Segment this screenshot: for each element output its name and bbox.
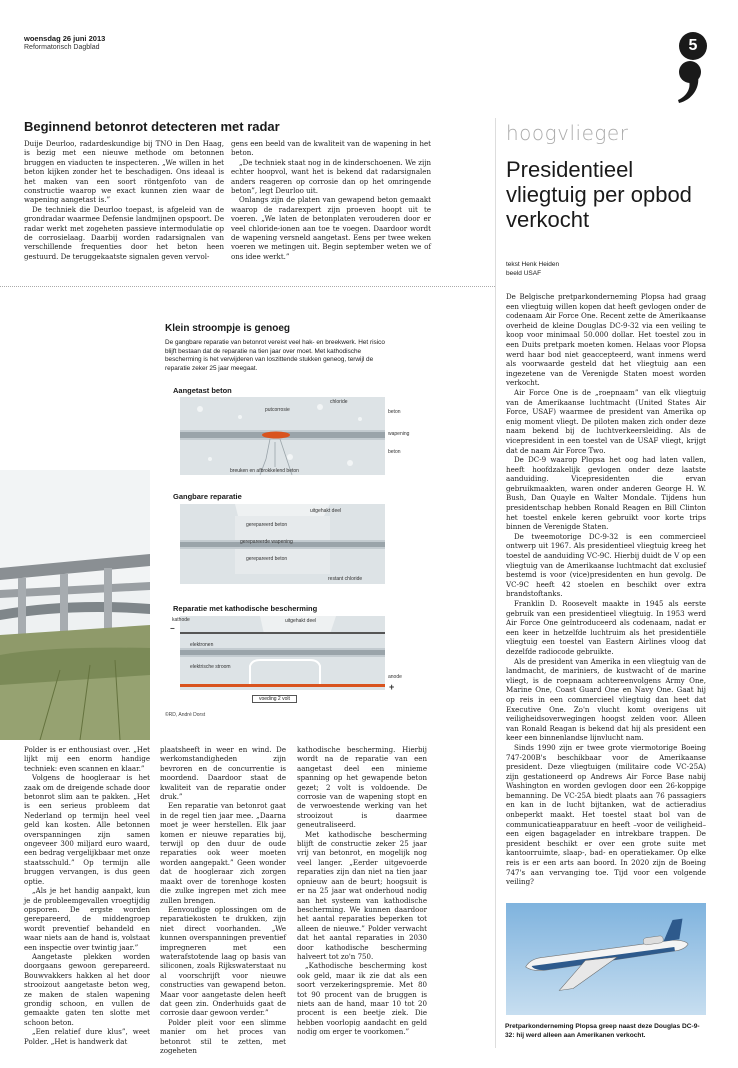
paragraph: Duije Deurloo, radardeskundige bij TNO in Den Haag, is bezig met een nieuwe methode om betonnen bruggen en viaducten te inspecteren. „We willen in het beton kijken zonder het te beschadigen. Ons ideaal is het maken van een soort röntgenfoto van de constructie waarop we exact kunnen zien waar de wapening aangetast is.”: [24, 139, 224, 205]
paragraph: De tweemotorige DC-9-32 is een commercieel ontwerp uit 1967. Als presidentieel vliegtuig kreeg het toestel de aanduiding VC-9C. Hierbij duidt de V op een vliegtuig van de Amerikaanse luchtmacht dat exclusief bestemd is voor (vice)presidenten en hun gevolg. De VC-9C heeft 42 stoelen en beschikt over extra brandstoftanks.: [506, 531, 706, 599]
article-headline: Beginnend betonrot detecteren met radar: [24, 119, 280, 134]
label-uitgehakt: uitgehakt deel: [285, 618, 317, 624]
paragraph: Eenvoudige oplossingen om de reparatiekosten te drukken, zijn niet direct voorhanden. „We kunnen overspanningen preventief impregneren met een waterafstotende laag op basis van siliconen, zoals Rijkswaterstaat nu al voorschrijft voor nieuwe constructies van gewapend beton. Maar voor aangetaste delen heeft dat geen zin. Onderhuids gaat de corrosie daar gewoon verder.”: [160, 904, 286, 1018]
airplane-photo: [506, 903, 706, 1015]
panel-title: Aangetast beton: [173, 386, 232, 395]
byline-text: tekst Henk Heiden: [506, 261, 560, 268]
issue-date: woensdag 26 juni 2013: [24, 34, 106, 43]
article-column-2: [231, 139, 431, 261]
column-headline: Presidentieel vliegtuig per opbod verkocht: [506, 157, 692, 232]
page-number: 5: [679, 32, 707, 60]
paragraph: Volgens de hoogleraar is het zaak om de dreigende schade door betonrot slim aan te pakken. „Het is een serieus probleem dat Nederland op termijn heel veel geld kan kosten. Alle betonnen overspanningen zijn samen ongeveer 300 miljard euro waard, een bedrag vergelijkbaar met onze staatsschuld.” Op termijn alle bruggen vervangen, is dus geen optie.: [24, 773, 150, 886]
panel-title: Reparatie met kathodische bescherming: [173, 604, 318, 613]
label-wapening: wapening: [388, 431, 410, 437]
label-beton: beton: [388, 409, 401, 415]
article-column-3: [297, 745, 427, 1037]
paragraph: Air Force One is de „roepnaam” van elk vliegtuig van de Amerikaanse luchtmacht (United States Air Force, USAF) waarmee de president van Amerika op enig moment vliegt. De piloten maken zich onder deze naam bekend bij de luchtverkeersleiding. Als de vicepresident in een toestel van de USAF vliegt, krijgt dat de naam Air Force Two.: [506, 387, 706, 455]
diagram-damaged-concrete: [180, 397, 410, 475]
paragraph: „Kathodische bescherming kost ook geld, maar ik zie dat als een soort verzekeringspremie. Met 80 tot 90 procent van de bruggen is niets aan de hand, maar 10 tot 20 procent is een beetje ziek. Die hebben voorlopig aandacht en geld nodig om erger te voorkomen.”: [297, 961, 427, 1037]
paragraph: „Een relatief dure klus”, weet Polder. „Het is handwerk dat: [24, 1027, 150, 1046]
paragraph: Een reparatie van betonrot gaat in de regel tien jaar mee. „Daarna moet je weer herstellen. Elk jaar komen er nieuwe reparaties bij, terwijl op den duur de oude reparaties ook weer moeten worden aangepakt.” Geen wonder dat de hoogleraar zich zorgen maakt over de torenhoge kosten die zulke ingrepen met zich mee zullen brengen.: [160, 801, 286, 905]
infographic-title: Klein stroompje is genoeg: [165, 323, 291, 334]
label-putcorrosie: putcorrosie: [265, 407, 290, 413]
byline: [506, 260, 559, 278]
paragraph: plaatsheeft in weer en wind. De werkomstandigheden zijn bevroren en de concurrentie is moordend. Daardoor staat de kwaliteit van de reparatie onder druk.”: [160, 745, 286, 802]
diagram-cathodic-protection: [170, 616, 402, 692]
paragraph: De DC-9 waarop Plopsa het oog had laten vallen, heeft hoofdzakelijk gevlogen onder deze laatste aanduiding. Vicepresidenten die ervan gebruikmaakten, waren onder anderen George H. W. Bush, Dan Quayle en Walter Mondale. Tijdens hun presidentschap hebben Ronald Reagen en Bill Clinton het toestel enkele keren gebruikt voor korte trips binnen de Verenigde Staten.: [506, 455, 706, 532]
paragraph: Sinds 1990 zijn er twee grote viermotorige Boeing 747-200B's beschikbaar voor de Amerikaanse president. Deze vliegtuigen (militaire code VC-25A) zijn gestationeerd op Andrews Air Force Base nabij Washington en worden gevlogen door een 26-koppige bemanning. De VC-25A biedt plaats aan 76 passagiers en kan in de lucht bijtanken, wat de actieradius onbeperkt maakt. Het toestel staat bol van de communicatieapparatuur en heeft –voor de veiligheid– een eigen bagagelader en intrekbare trappen. De president beschikt er over een grote suite met kantoorruimte, slaap-, bad- en operatiekamer. Op elke reis is er een arts aan boord. In 2020 zijn de Boeing 747's aan vervanging toe. Tijd voor een volgende veiling?: [506, 742, 706, 887]
column-divider: [495, 118, 496, 1048]
article-column-1: [24, 745, 150, 1046]
paragraph: kathodische bescherming. Hierbij wordt na de reparatie van een aangetast deel een minieme spanning op het gewapende beton gezet; 2 volt is voldoende. De corrosie van de wapening stopt en de verwoestende werking van het strooizout is daarmee geneutraliseerd.: [297, 745, 427, 830]
paragraph: Polder is er enthousiast over. „Het lijkt mij een enorm handige techniek: even scannen en klaar.”: [24, 745, 150, 773]
panel-title: Gangbare reparatie: [173, 492, 242, 501]
article-column-2: [160, 745, 286, 1055]
label-restant-chloride: restant chloride: [328, 576, 363, 582]
article-column-1: [24, 139, 224, 261]
infographic-intro: De gangbare reparatie van betonrot vereist veel hak- en breekwerk. Het risico blijft bestaan dat de reparatie na tien jaar over moet. Met kathodische bescherming is het verwijderen van loszittende stukken geneog, terwijl de reparatie zeker 25 jaar meegaat.: [165, 339, 385, 372]
divider: [0, 286, 495, 287]
label-gerepareerd-beton: gerepareerd beton: [246, 556, 288, 562]
column-article-body: [506, 292, 706, 887]
byline-photo: beeld USAF: [506, 270, 542, 277]
label-uitgehakt: uitgehakt deel: [310, 508, 342, 514]
plus-icon: +: [389, 682, 395, 692]
label-beton: beton: [388, 449, 401, 455]
paragraph: De techniek die Deurloo toepast, is afgeleid van de grondradar waarmee Defensie landmijnen opspoort. De radar werkt met zogeheten passieve intermodulatie op de corrosielaag. Daarbij worden radarsignalen van verschillende frequenties door het beton heen gestuurd. De teruggekaatste signalen geven vervol-: [24, 204, 224, 261]
paragraph: De Belgische pretparkonderneming Plopsa had graag een vliegtuig willen kopen dat heeft gevlogen onder de codenaam Air Force One. Recent zette de Amerikaanse overheid de kleine Douglas DC-9-32 via een veiling te koop voor minimaal 50.000 dollar. Het toestel zou in een Duits pretpark moeten komen. Helaas voor Plopsa werd haar bod niet geaccepteerd, want inmens werd als voorwaarde gesteld dat het vliegtuig aan een ingezetene van de Verenigde Staten moest worden verkocht.: [506, 292, 706, 388]
paragraph: Als de president van Amerika in een vliegtuig van de landmacht, de mariniers, de kustwacht of de marine vliegt, is de roepnaam achtereenvolgens Army One, Marine One, Coast Guard One en Navy One. Gaat hij op reis in een commercieel vliegtuig dan heet dat Executive One. Zo'n vlucht komt overigens uit veiligheidsoverwegingen hoogst zelden voor. Alleen van Ronald Reagan is bekend dat hij als president een keer een binnenlandse lijnvlucht nam.: [506, 656, 706, 743]
label-breuken: breuken en afbrokkelend beton: [230, 468, 299, 474]
paragraph: Onlangs zijn de platen van gewapend beton gemaakt waarop de radarexpert zijn proeven hoopt uit te voeren. „We laten de betonplaten verouderen door er veel chloride-ionen aan toe te voegen. Daardoor wordt de wapening versneld aangetast. Eens per twee weken voeren we metingen uit. Begin september weten we of ons idee werkt.”: [231, 195, 431, 261]
minus-icon: −: [170, 624, 175, 633]
paragraph: gens een beeld van de kwaliteit van de wapening in het beton.: [231, 139, 431, 158]
paragraph: Aangetaste plekken worden doorgaans gewoon gerepareerd. Bouwvakkers hakken al het door strooizout aangetaste beton weg, ze maken de stalen wapening grondig schoon, en vullen de gemaakte gaten ten slotte met schoon beton.: [24, 951, 150, 1027]
paragraph: Franklin D. Roosevelt maakte in 1945 als eerste gebruik van een presidentieel vliegtuig. In 1953 werd Air Force One geïntroduceerd als codenaam, nadat er een keer in hetzelfde luchtruim als het presidentiële vliegtuig een toestel van Eastern Airlines vloog dat dezelfde radiocode gebruikte.: [506, 599, 706, 656]
label-voeding: voeding 2 volt: [252, 695, 297, 703]
diagram-standard-repair: [180, 504, 385, 584]
viaduct-photo: [0, 470, 150, 740]
label-gerepareerd-beton: gerepareerd beton: [246, 522, 288, 528]
infographic-credit: ©RD, André Dorst: [165, 712, 206, 718]
comma-icon: [676, 60, 702, 104]
label-anode: anode: [388, 674, 402, 680]
label-gerepareerde-wapening: gerepareerde wapening: [240, 539, 293, 545]
paragraph: Met kathodische bescherming blijft de constructie zeker 25 jaar vrij van betonrot, en mogelijk nog veel langer. „Eerder uitgevoerde reparaties zijn dan niet na tien jaar opnieuw aan de beurt; hoogsuit is er na 25 jaar wat onderhoud nodig aan het systeem van kathodische bescherming. We kunnen daardoor het aantal reparaties beperken tot alleen de nieuwe.” Polder verwacht dat het aantal reparaties in 2030 door kathodische bescherming halveert tot zo'n 750.: [297, 829, 427, 961]
label-elektronen: elektronen: [190, 642, 214, 648]
paragraph: „Als je het handig aanpakt, kun je de probleemgevallen vroegtijdig opsporen. De ergste worden gerepareerd, de middengroep wordt preventief behandeld en waar niets aan de hand is, volstaat een inspectie over twintig jaar.”: [24, 886, 150, 952]
newspaper-name: Reformatorisch Dagblad: [24, 44, 100, 51]
label-chloride: chloride: [330, 399, 348, 405]
photo-caption: Pretparkonderneming Plopsa greep naast deze Douglas DC-9-32: hij werd alleen aan Amerikanen verkocht.: [505, 1023, 700, 1039]
paragraph: Polder pleit voor een slimme manier om het proces van betonrot stil te zetten, met zogeheten: [160, 1017, 286, 1055]
label-elektrische-stroom: elektrische stroom: [190, 664, 231, 670]
column-label: hoogvlieger: [506, 121, 629, 145]
label-kathode: kathode: [172, 617, 190, 623]
paragraph: „De techniek staat nog in de kinderschoenen. We zijn echter hoopvol, want het is bekend dat radarsignalen anders reageren op corrosie dan op het omringende beton”, legt Deurloo uit.: [231, 157, 431, 196]
